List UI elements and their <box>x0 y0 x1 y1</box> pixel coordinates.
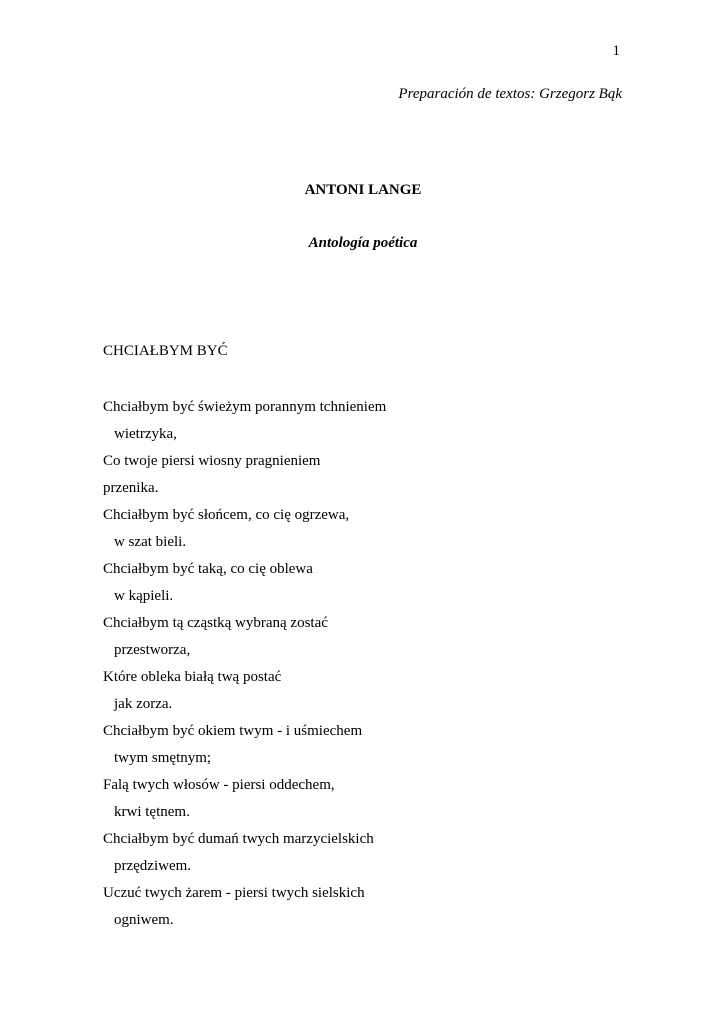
poem-line: krwi tętnem. <box>114 804 190 820</box>
poem-line: Chciałbym być dumań twych marzycielskich <box>103 831 374 847</box>
poem-line: Które obleka białą twą postać <box>103 669 282 685</box>
poem-line: Co twoje piersi wiosny pragnieniem <box>103 453 321 469</box>
poem-line: Falą twych włosów - piersi oddechem, <box>103 777 335 793</box>
text-credit: Preparación de textos: Grzegorz Bąk <box>398 86 622 102</box>
poem-body <box>103 397 386 937</box>
poem-line: w kąpieli. <box>114 588 174 604</box>
poem-line: Chciałbym być świeżym porannym tchnieniem <box>103 399 387 415</box>
poem-line: twym smętnym; <box>114 750 212 766</box>
poem-line: Uczuć twych żarem - piersi twych sielskich <box>103 885 365 901</box>
author-name: ANTONI LANGE <box>304 182 422 198</box>
page-number: 1 <box>612 43 620 59</box>
poem-line: w szat bieli. <box>114 534 187 550</box>
poem-line: przenika. <box>103 480 159 496</box>
poem-line: jak zorza. <box>114 696 173 712</box>
poem-line: przędziwem. <box>114 858 192 874</box>
poem-line: Chciałbym tą cząstką wybraną zostać <box>103 615 328 631</box>
poem-title: CHCIAŁBYM BYĆ <box>103 343 228 359</box>
poem-line: Chciałbym być taką, co cię oblewa <box>103 561 313 577</box>
poem-line: przestworza, <box>114 642 191 658</box>
poem-line: ogniwem. <box>114 912 174 928</box>
book-title: Antología poética <box>308 235 418 251</box>
poem-line: Chciałbym być okiem twym - i uśmiechem <box>103 723 363 739</box>
poem-line: wietrzyka, <box>114 426 177 442</box>
poem-line: Chciałbym być słońcem, co cię ogrzewa, <box>103 507 350 523</box>
